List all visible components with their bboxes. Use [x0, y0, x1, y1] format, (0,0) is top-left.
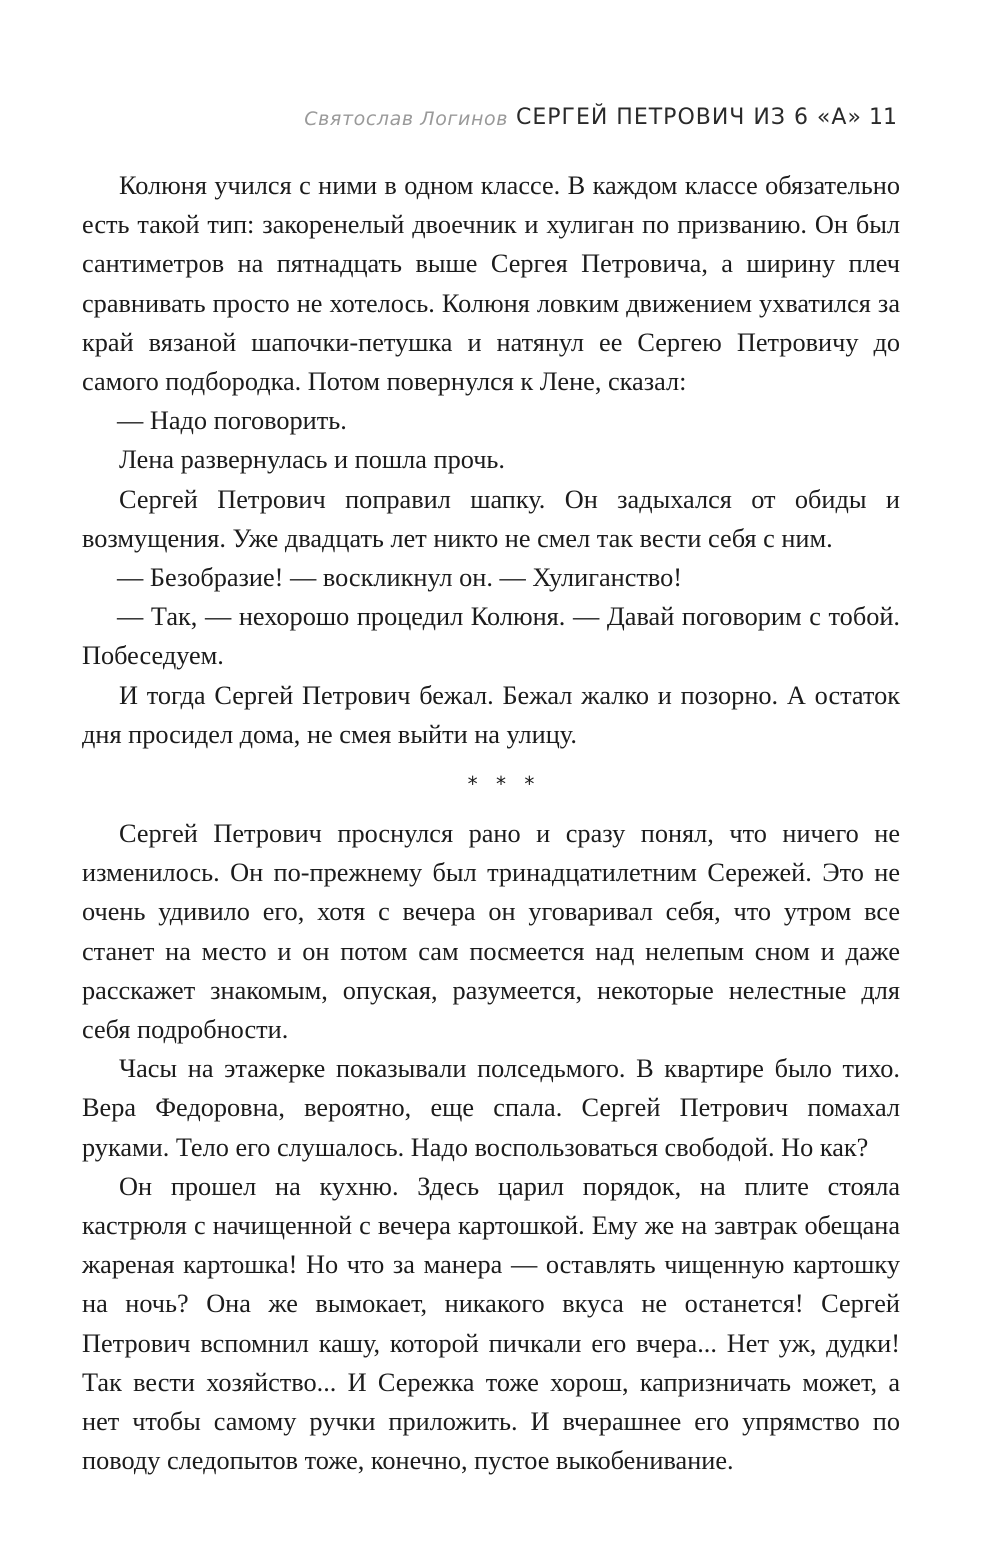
paragraph: Часы на этажерке показывали полседьмого. В квартире было тихо. Вера Федоровна, вероятно, еще спала. Сергей Петрович помахал руками. Тело его слушалось. Надо воспользоваться свободой. Но как?	[82, 1054, 900, 1162]
page-number: 11	[869, 105, 897, 130]
body-text	[82, 166, 900, 1481]
paragraph: Лена развернулась и пошла прочь.	[119, 445, 506, 475]
dialog-line: — Безобразие! — воскликнул он. — Хулиганство!	[117, 563, 683, 593]
paragraph: И тогда Сергей Петрович бежал. Бежал жалко и позорно. А остаток дня просидел дома, не смея выйти на улицу.	[82, 680, 900, 749]
paragraph: Сергей Петрович поправил шапку. Он задыхался от обиды и возмущения. Уже двадцать лет никто не смел так вести себя с ним.	[82, 484, 900, 553]
paragraph: Сергей Петрович проснулся рано и сразу понял, что ничего не изменилось. Он по-прежнему был тринадцатилетним Сережей. Это не очень удивило его, хотя с вечера он уговаривал себя, что утром все станет на место и он потом сам посмеется над нелепым сном и даже расскажет знакомым, опуская, разумеется, некоторые нелестные для себя подробности.	[82, 819, 900, 1045]
paragraph: Колюня учился с ними в одном классе. В каждом классе обязательно есть такой тип: закоренелый двоечник и хулиган по призванию. Он был сантиметров на пятнадцать выше Сергея Петровича, а ширину плеч сравнивать просто не хотелось. Колюня ловким движением ухватился за край вязаной шапочки-петушка и натянул ее Сергею Петровичу до самого подбородка. Потом повернулся к Лене, сказал:	[82, 171, 900, 397]
dialog-line: — Так, — нехорошо процедил Колюня. — Давай поговорим с тобой. Побеседуем.	[82, 602, 900, 671]
running-head	[0, 104, 1000, 140]
section-separator: * * *	[467, 772, 541, 797]
paragraph: Он прошел на кухню. Здесь царил порядок, на плите стояла кастрюля с начищенной с вечера картошкой. Ему же на завтрак обещана жареная картошка! Но что за манера — оставлять чищенную картошку на ночь? Она же вымокает, никакого вкуса не останется! Сергей Петрович вспомнил кашу, которой пичкали его вчера... Нет уж, дудки! Так вести хозяйство... И Сережка тоже хорош, капризничать может, а нет чтобы самому ручки приложить. И вчерашнее его упрямство по поводу следопытов тоже, конечно, пустое выкобенивание.	[82, 1171, 900, 1476]
dialog-line: — Надо поговорить.	[117, 406, 347, 436]
running-head-author: Святослав Логинов	[304, 108, 508, 130]
running-head-title: СЕРГЕЙ ПЕТРОВИЧ ИЗ 6 «А»	[516, 105, 862, 130]
